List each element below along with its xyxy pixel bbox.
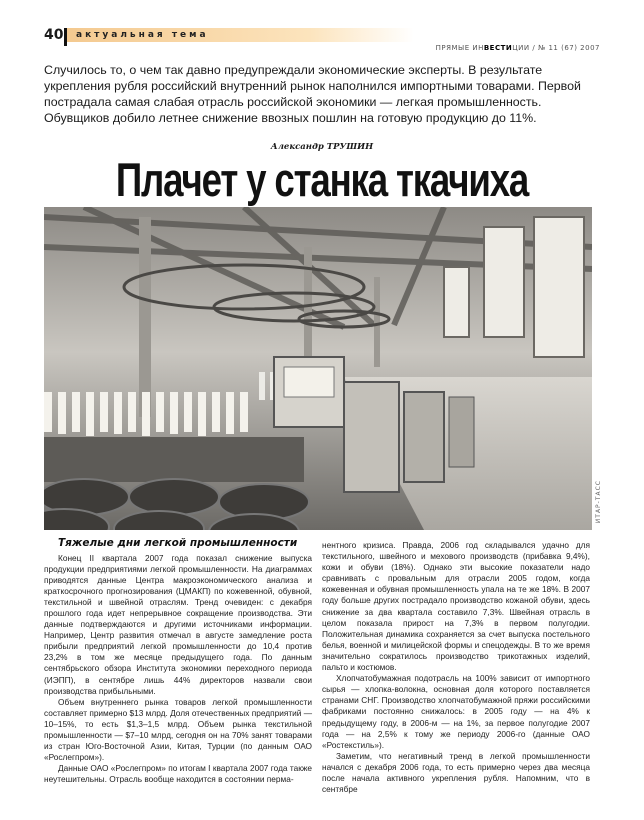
body-paragraph: Хлопчатобумажная подотрасль на 100% зависит от импортного сырья — хлопка-волокна, основная доля которого поставляется странами СНГ. Производство хлопчатобумажной пряжи российскими фабриками постоянно снижалось: в 2005 году — на 4% к предыдущему году, в 2006-м — на 1%, за первое полугодие 2007 года — на 2,5% к тому же периоду 2006-го (данные ОАО «Ростекстиль»). [322,673,590,750]
issue-info [436,44,600,52]
issue-brand: ВЕСТИ [483,44,513,52]
article-lead: Случилось то, о чем так давно предупреждали экономические эксперты. В результате укрепления рубля российский внутренний рынок наполнился импортными товарами. Первой пострадала самая слабая отрасль российской экономики — легкая промышленность. Обувщиков добило летнее снижение ввозных пошлин на готовую продукцию до 11%. [44,63,581,125]
body-paragraph: Конец II квартала 2007 года показал снижение выпуска продукции предприятиями легкой промышленности. На диаграммах приводятся данные Центра макроэкономического анализа и краткосрочного прогнозирования (ЦМАКП) по кожевенной, обувной, текстильной и швейной отраслям. Тренд очевиден: с декабря прошлого года идет непрерывное сокращение производства. Эти данные подтверждаются и другими источниками информации. Например, Центр развития отмечал в августе замедление роста прибыли предприятий легкой промышленности до 10,4 против 23,2% в том же месяце предыдущего года. По данным сентябрьского обзора Института экономики переходного периода (ИЭПП), в сентябре лишь 44% директоров назвали свои производства прибыльными. [44,552,312,696]
left-column [44,538,312,785]
body-paragraph: Данные ОАО «Рослегпром» по итогам I квартала 2007 года также неутешительны. Отрасль вообще находится в состоянии перма- [44,763,312,785]
section-label: актуальная тема [76,30,209,40]
factory-photo [44,207,592,530]
article-subhead: Тяжелые дни легкой промышленности [58,537,298,549]
body-paragraph: нентного кризиса. Правда, 2006 год складывался удачно для текстильного, швейного и мехового производств (прибавка 9,4%), кожи и обуви (18%). Однако эти высокие показатели надо сравнивать с провальным для отрасли 2005 годом, когда кожевенная и обувная промышленность упала на те же 18%. В 2007 году больше других пострадало производство кожаной обуви, здесь снижение за два квартала составило 7,3%. Швейная отрасль в целом показала прирост на 7,3% в первом полугодии. Положительная динамика сохраняется за счет выпуска постельного белья, военной и милицейской формы и спецодежды. В то же время значительно сократилось производство трикотажных изделий, пальто и костюмов. [322,540,590,673]
article-headline: Плачет у станка ткачиха [115,153,529,206]
issue-suffix: ЦИИ / № 11 (67) 2007 [512,44,600,52]
header-divider [64,28,67,46]
page-number: 40 [44,27,64,43]
article-author: Александр ТРУШИН [270,142,374,152]
body-paragraph: Объем внутреннего рынка товаров легкой промышленности составляет примерно $13 млрд. Доля отечественных предприятий — 10–15%, то есть $1,3–1,5 млрд. Объем рынка текстильной промышленности — $7–10 млрд, сегодня он на 70% занят товарами из стран Юго-Восточной Азии, Китая, Турции (по данным ОАО «Рослегпром»). [44,696,313,763]
photo-credit: ИТАР-ТАСС [595,480,602,524]
issue-prefix: ПРЯМЫЕ ИН [435,44,484,52]
right-column [322,540,590,795]
body-paragraph: Заметим, что негативный тренд в легкой промышленности начался с декабря 2006 года, то есть примерно через два месяца после начала активного укрепления рубля. Напомним, что в сентябре [322,750,590,795]
